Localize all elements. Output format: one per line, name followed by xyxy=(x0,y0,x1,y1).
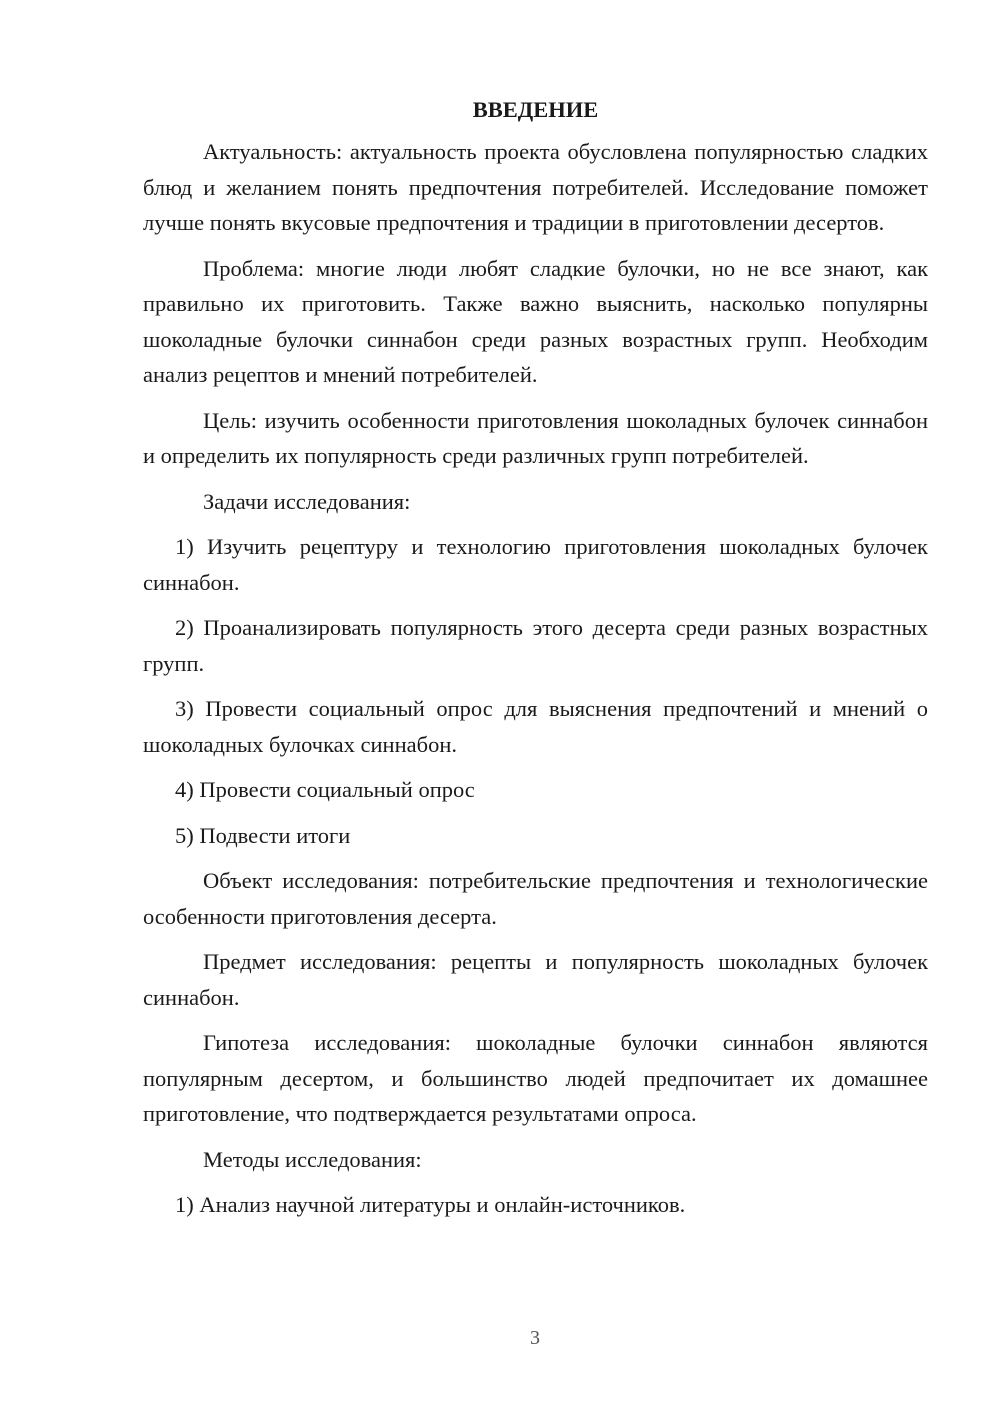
paragraph-methods-heading: Методы исследования: xyxy=(203,1146,422,1172)
page-number: 3 xyxy=(530,1327,540,1349)
list-item-task-2: 2) Проанализировать популярность этого десерта среди разных возрастных групп. xyxy=(143,615,928,676)
list-item-task-5: 5) Подвести итоги xyxy=(175,822,351,848)
list-item-task-4: 4) Провести социальный опрос xyxy=(175,777,475,802)
paragraph-relevance: Актуальность: актуальность проекта обусловлена популярностью сладких блюд и желанием понять предпочтения потребителей. Исследование поможет лучше понять вкусовые предпочтения и традиции в приготовлении десертов. xyxy=(143,139,928,235)
paragraph-problem: Проблема: многие люди любят сладкие булочки, но не все знают, как правильно их приготовить. Также важно выяснить, насколько популярны шоколадные булочки синнабон среди разных возрастных групп. Необходим анализ рецептов и мнений потребителей. xyxy=(143,255,928,387)
paragraph-object: Объект исследования: потребительские предпочтения и технологические особенности приготовления десерта. xyxy=(143,868,928,929)
list-item-task-3: 3) Провести социальный опрос для выяснения предпочтений и мнений о шоколадных булочках синнабон. xyxy=(143,696,928,757)
list-item-task-1: 1) Изучить рецептуру и технологию приготовления шоколадных булочек синнабон. xyxy=(143,534,928,595)
paragraph-hypothesis: Гипотеза исследования: шоколадные булочки синнабон являются популярным десертом, и большинство людей предпочитает их домашнее приготовление, что подтверждается результатами опроса. xyxy=(143,1030,928,1126)
document-page xyxy=(143,92,928,1233)
paragraph-goal: Цель: изучить особенности приготовления шоколадных булочек синнабон и определить их популярность среди различных групп потребителей. xyxy=(143,407,928,468)
paragraph-subject: Предмет исследования: рецепты и популярность шоколадных булочек синнабон. xyxy=(143,949,928,1010)
list-item-method-1: 1) Анализ научной литературы и онлайн-источников. xyxy=(175,1192,686,1217)
section-title: ВВЕДЕНИЕ xyxy=(472,97,599,122)
paragraph-tasks-heading: Задачи исследования: xyxy=(203,488,411,514)
